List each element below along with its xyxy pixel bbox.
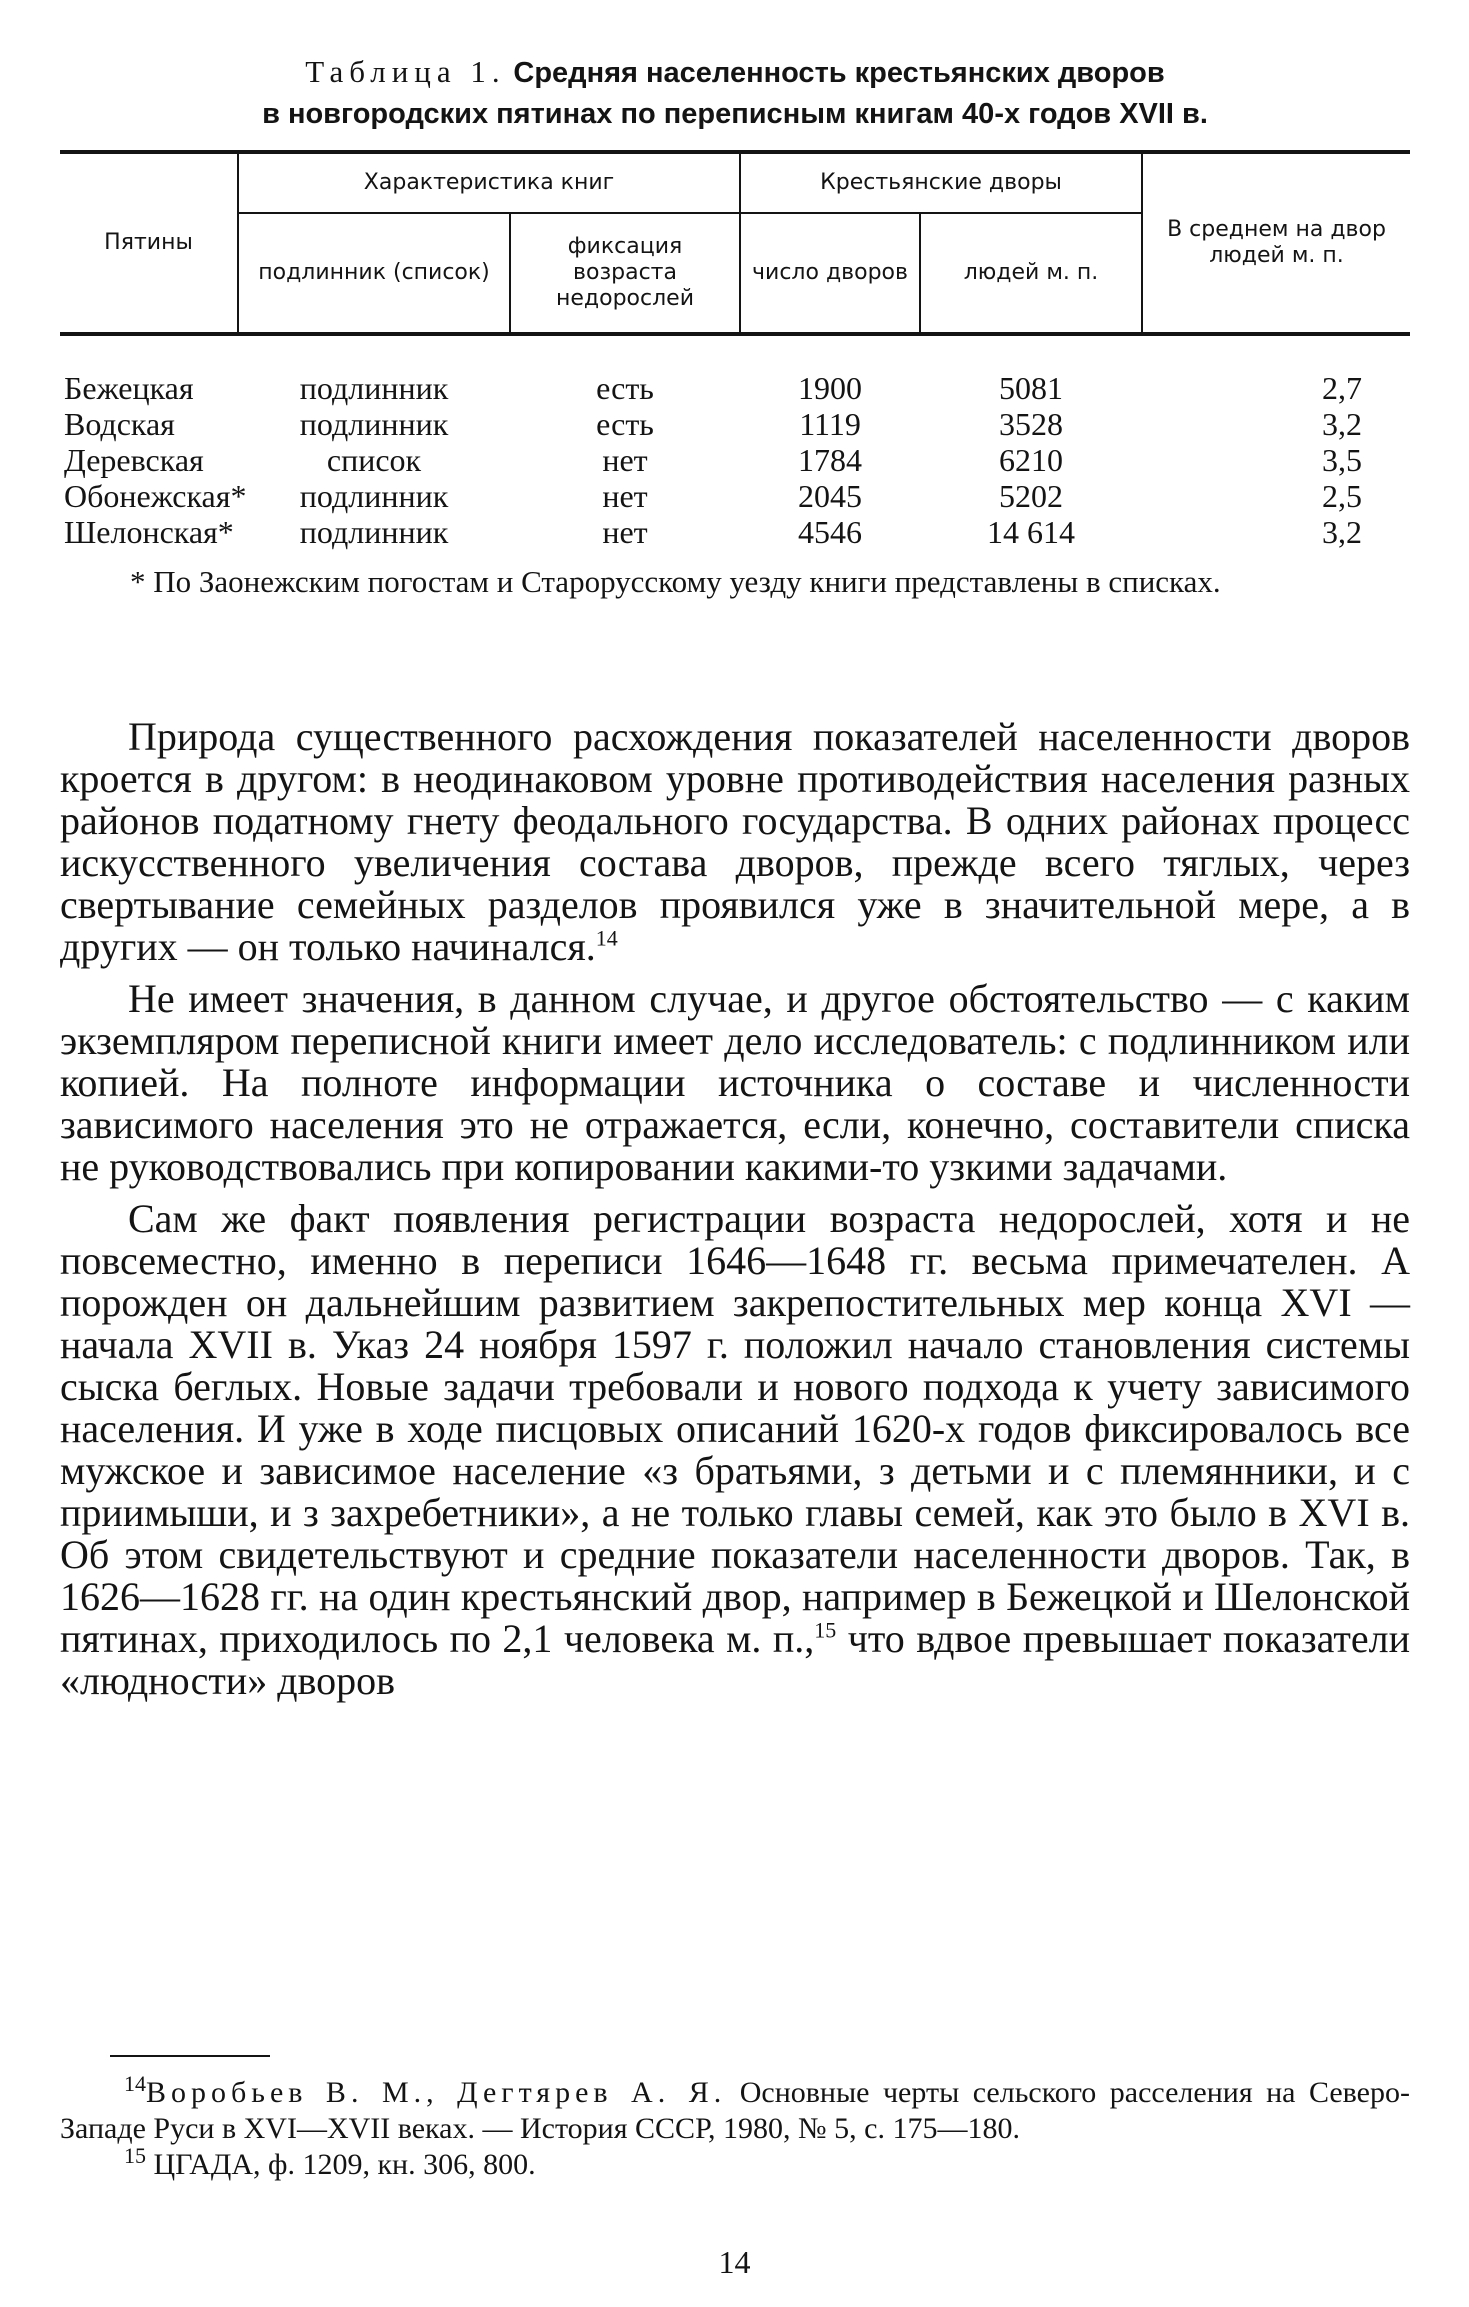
- table-note: * По Заонежским погостам и Старорусскому уезду книги представлены в списках.: [130, 564, 1221, 599]
- table-row: [60, 514, 1410, 550]
- cell-people: 6210: [999, 442, 1063, 478]
- cell-age: нет: [602, 478, 648, 514]
- cell-age: нет: [602, 514, 648, 550]
- paragraph-1: [60, 716, 1410, 968]
- footnotes: [60, 2071, 1410, 2183]
- cell-avg: 3,5: [1322, 442, 1363, 478]
- paragraph-1-text: Природа существенного расхождения показателей населенности дворов кроется в другом: в неодинаковом уровне противодействия населения разных районов податному гнету феодального государства. В одних районах процесс искусственного увеличения состава дворов, прежде всего тяглых, через свертывание семейных разделов проявился уже в значительной мере, а в других — он только начинался.: [60, 714, 1410, 969]
- population-table: [60, 150, 1410, 550]
- footnote-ref-14: 14: [595, 925, 618, 951]
- cell-book: подлинник: [299, 370, 449, 406]
- page-number: 14: [718, 2244, 751, 2280]
- header-average: В среднем на двор людей м. п.: [1142, 152, 1410, 334]
- table-caption: [60, 52, 1410, 134]
- footnote-15-number: 15: [124, 2143, 146, 2168]
- footnote-14: [60, 2071, 1410, 2147]
- footnote-14-number: 14: [124, 2071, 146, 2096]
- cell-households: 4546: [798, 514, 862, 550]
- header-age-fix: фиксация возраста недорослей: [510, 213, 740, 334]
- footnote-14-text: Основные черты сельского расселения на Северо-Западе Руси в XVI—XVII веках. — История СССР, 1980, № 5, с. 175—180.: [60, 2076, 1410, 2145]
- header-count: число дворов: [740, 213, 920, 334]
- header-households-group: Крестьянские дворы: [740, 152, 1142, 213]
- cell-book: список: [326, 442, 422, 478]
- cell-avg: 2,5: [1322, 478, 1363, 514]
- cell-avg: 3,2: [1322, 406, 1363, 442]
- cell-households: 1784: [798, 442, 862, 478]
- footnote-divider: [110, 2055, 270, 2057]
- footnote-ref-15: 15: [814, 1617, 837, 1643]
- table-row: [60, 334, 1410, 406]
- cell-name: Обонежская*: [64, 478, 247, 514]
- header-original: подлинник (список): [238, 213, 510, 334]
- cell-book: подлинник: [299, 514, 449, 550]
- cell-households: 1119: [799, 406, 861, 442]
- cell-age: нет: [602, 442, 648, 478]
- table-row: [60, 478, 1410, 514]
- cell-name: Шелонская*: [64, 514, 234, 550]
- cell-people: 14 614: [987, 514, 1075, 550]
- cell-households: 2045: [798, 478, 862, 514]
- cell-name: Бежецкая: [64, 370, 194, 406]
- body-text: [60, 716, 1410, 1712]
- cell-name: Деревская: [64, 442, 204, 478]
- header-books-group: Характеристика книг: [238, 152, 740, 213]
- paragraph-2: Не имеет значения, в данном случае, и другое обстоятельство — с каким экземпляром переписной книги имеет дело исследователь: с подлинником или копией. На полноте информации источника о составе и численности зависимого населения это не отражается, если, конечно, составители списка не руководствовались при копировании какими-то узкими задачами.: [60, 976, 1410, 1189]
- paragraph-3-text-a: Сам же факт появления регистрации возраста недорослей, хотя и не повсеместно, именно в переписи 1646—1648 гг. весьма примечателен. А порожден он дальнейшим развитием закрепостительных мер конца XVI — начала XVII в. Указ 24 ноября 1597 г. положил начало становления системы сыска беглых. Новые задачи требовали и нового подхода к учету зависимого населения. И уже в ходе писцовых описаний 1620-х годов фиксировалось все мужское и зависимое население «з братьями, з детьми и с племянники, и с приимыши, и з захребетники», а не только главы семей, как это было в XVI в. Об этом свидетельствуют и средние показатели населенности дворов. Так, в 1626—1628 гг. на один крестьянский двор, например в Бежецкой и Шелонской пятинах, приходилось по 2,1 человека м. п.,: [60, 1196, 1410, 1661]
- table-row: [60, 406, 1410, 442]
- table-row: [60, 442, 1410, 478]
- header-people: людей м. п.: [920, 213, 1142, 334]
- table-caption-title-line1: Средняя населенность крестьянских дворов: [513, 57, 1165, 89]
- footnote-15: [60, 2143, 1410, 2183]
- cell-age: есть: [596, 370, 654, 406]
- cell-people: 5081: [999, 370, 1063, 406]
- cell-avg: 3,2: [1322, 514, 1363, 550]
- header-pyatiny: Пятины: [60, 152, 238, 334]
- cell-book: подлинник: [299, 406, 449, 442]
- cell-people: 5202: [999, 478, 1063, 514]
- cell-name: Водская: [64, 406, 175, 442]
- footnote-15-text: ЦГАДА, ф. 1209, кн. 306, 800.: [146, 2148, 536, 2181]
- table-caption-label: Таблица 1.: [305, 54, 506, 89]
- cell-avg: 2,7: [1322, 370, 1363, 406]
- paragraph-3-text-b: что вдвое превышает показатели «людности» дворов: [60, 1616, 1410, 1703]
- paragraph-3: [60, 1198, 1410, 1702]
- table-caption-title-line2: в новгородских пятинах по переписным книгам 40-х годов XVII в.: [262, 98, 1208, 130]
- cell-age: есть: [596, 406, 654, 442]
- cell-people: 3528: [999, 406, 1063, 442]
- cell-households: 1900: [798, 370, 862, 406]
- footnote-14-authors: Воробьев В. М., Дегтярев А. Я.: [146, 2076, 727, 2109]
- cell-book: подлинник: [299, 478, 449, 514]
